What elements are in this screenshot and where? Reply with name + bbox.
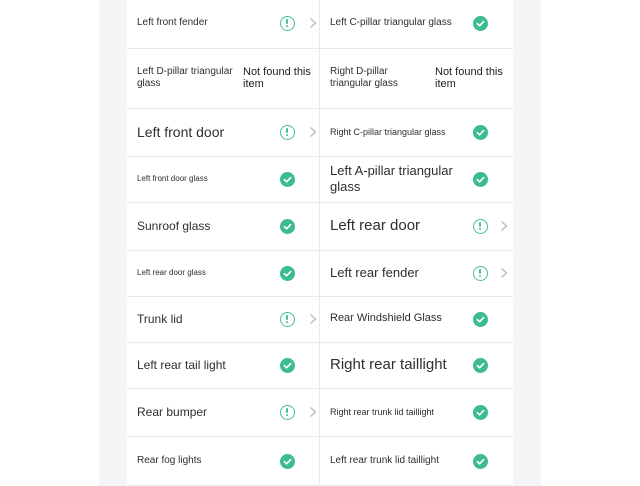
- part-name: Left A-pillar triangular glass: [330, 163, 453, 194]
- check-circle-icon: [473, 358, 488, 373]
- part-cell[interactable]: [320, 250, 513, 296]
- check-circle-icon: [280, 358, 295, 373]
- part-cell[interactable]: [127, 0, 319, 48]
- check-circle-icon: [280, 266, 295, 281]
- part-cell: [320, 342, 513, 388]
- part-name: Left C-pillar triangular glass: [330, 17, 452, 28]
- chevron-right-icon[interactable]: [498, 219, 510, 233]
- not-found-text: Not found this item: [435, 66, 503, 91]
- part-cell: [127, 156, 319, 202]
- part-cell[interactable]: [127, 296, 319, 342]
- check-circle-icon: [473, 454, 488, 469]
- check-circle-icon: [473, 125, 488, 140]
- part-cell: [127, 342, 319, 388]
- exclamation-circle-icon: [473, 266, 488, 281]
- check-circle-icon: [280, 172, 295, 187]
- part-name: Right C-pillar triangular glass: [330, 126, 446, 137]
- not-found-text: Not found this item: [243, 66, 311, 91]
- part-name: Left rear fender: [330, 265, 419, 281]
- part-cell: [320, 108, 513, 156]
- part-cell: [127, 436, 319, 486]
- part-cell[interactable]: [127, 108, 319, 156]
- exclamation-circle-icon: [280, 125, 295, 140]
- part-cell: [320, 156, 513, 202]
- part-name: Right D-pillar triangular glass: [330, 66, 398, 89]
- part-name: Left front door glass: [137, 174, 208, 184]
- chevron-right-icon[interactable]: [307, 125, 319, 139]
- part-name: Left rear tail light: [137, 357, 226, 372]
- chevron-right-icon[interactable]: [307, 16, 319, 30]
- exclamation-circle-icon: [280, 16, 295, 31]
- part-name: Left rear door glass: [137, 268, 206, 278]
- exclamation-circle-icon: [280, 405, 295, 420]
- part-name: Sunroof glass: [137, 218, 211, 233]
- part-name: Right rear trunk lid taillight: [330, 406, 435, 417]
- part-cell: [320, 48, 513, 108]
- part-name: Rear fog lights: [137, 455, 202, 466]
- part-cell: [127, 48, 319, 108]
- part-cell[interactable]: [127, 388, 319, 436]
- part-cell: [127, 202, 319, 250]
- part-cell: [127, 250, 319, 296]
- check-circle-icon: [280, 454, 295, 469]
- part-name: Left rear trunk lid taillight: [330, 455, 439, 466]
- check-circle-icon: [473, 172, 488, 187]
- exclamation-circle-icon: [473, 219, 488, 234]
- part-name: Right rear taillight: [330, 356, 447, 373]
- check-circle-icon: [473, 405, 488, 420]
- part-cell: [320, 436, 513, 486]
- check-circle-icon: [280, 219, 295, 234]
- part-name: Left front fender: [137, 17, 208, 28]
- chevron-right-icon[interactable]: [307, 405, 319, 419]
- part-cell[interactable]: [320, 202, 513, 250]
- check-circle-icon: [473, 16, 488, 31]
- chevron-right-icon[interactable]: [307, 312, 319, 326]
- part-cell: [320, 296, 513, 342]
- part-name: Left D-pillar triangular glass: [137, 66, 233, 89]
- part-name: Rear bumper: [137, 404, 208, 419]
- part-name: Trunk lid: [137, 311, 183, 326]
- check-circle-icon: [473, 312, 488, 327]
- part-cell: [320, 0, 513, 48]
- part-name: Rear Windshield Glass: [330, 312, 442, 325]
- chevron-right-icon[interactable]: [498, 266, 510, 280]
- part-name: Left front door: [137, 123, 225, 140]
- part-name: Left rear door: [330, 217, 421, 234]
- part-cell: [320, 388, 513, 436]
- exclamation-circle-icon: [280, 312, 295, 327]
